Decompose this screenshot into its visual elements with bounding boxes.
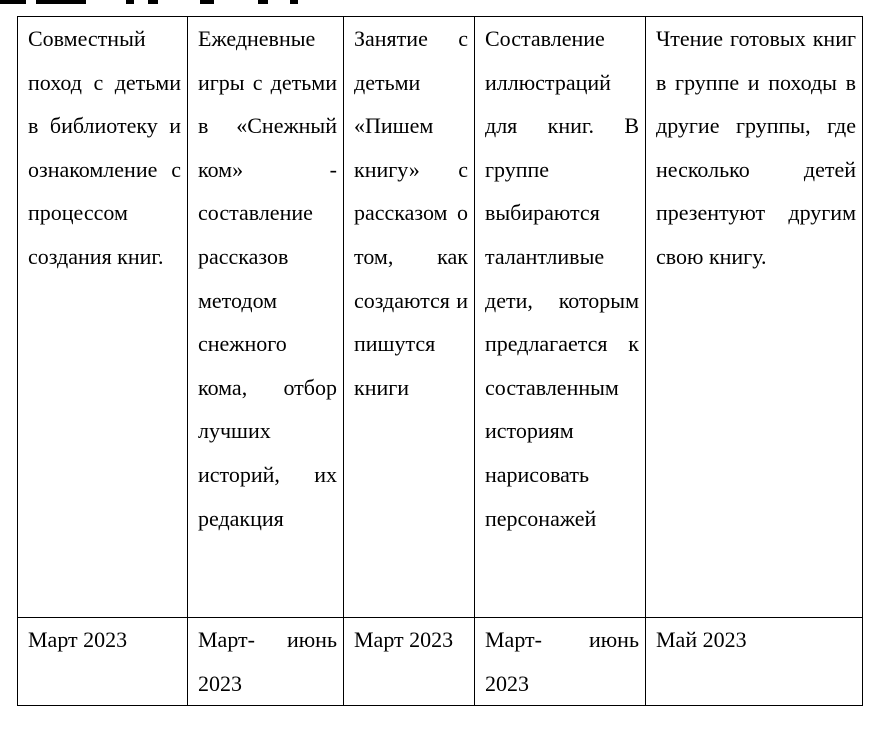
table-cell-library-visit: Совместный поход с детьми в библиотеку и ознакомление с процессом создания книг. — [18, 17, 188, 618]
table-cell-date: Март- июнь 2023 — [475, 618, 646, 706]
table-cell-snowball-game: Ежедневные игры с детьми в «Снежный ком» - составление рассказов методом снежного кома, отбор лучших историй, их редакция — [188, 17, 344, 618]
table-cell-date: Март 2023 — [344, 618, 475, 706]
table-cell-illustrations: Составление иллюстраций для книг. В группе выбираются талантливые дети, которым предлагается к составленным историям нарисовать персонажей — [475, 17, 646, 618]
table-cell-book-reading: Чтение готовых книг в группе и походы в другие группы, где несколько детей презентуют другим свою книгу. — [646, 17, 863, 618]
table-cell-date: Март 2023 — [18, 618, 188, 706]
table-cell-date: Март- июнь 2023 — [188, 618, 344, 706]
activity-plan-table — [17, 16, 863, 706]
table-cell-writing-lesson: Занятие с детьми «Пишем книгу» с рассказом о том, как создаются и пишутся книги — [344, 17, 475, 618]
table-row — [18, 618, 863, 706]
cropped-text-above-table — [0, 0, 894, 6]
table-row — [18, 17, 863, 618]
table-cell-date: Май 2023 — [646, 618, 863, 706]
